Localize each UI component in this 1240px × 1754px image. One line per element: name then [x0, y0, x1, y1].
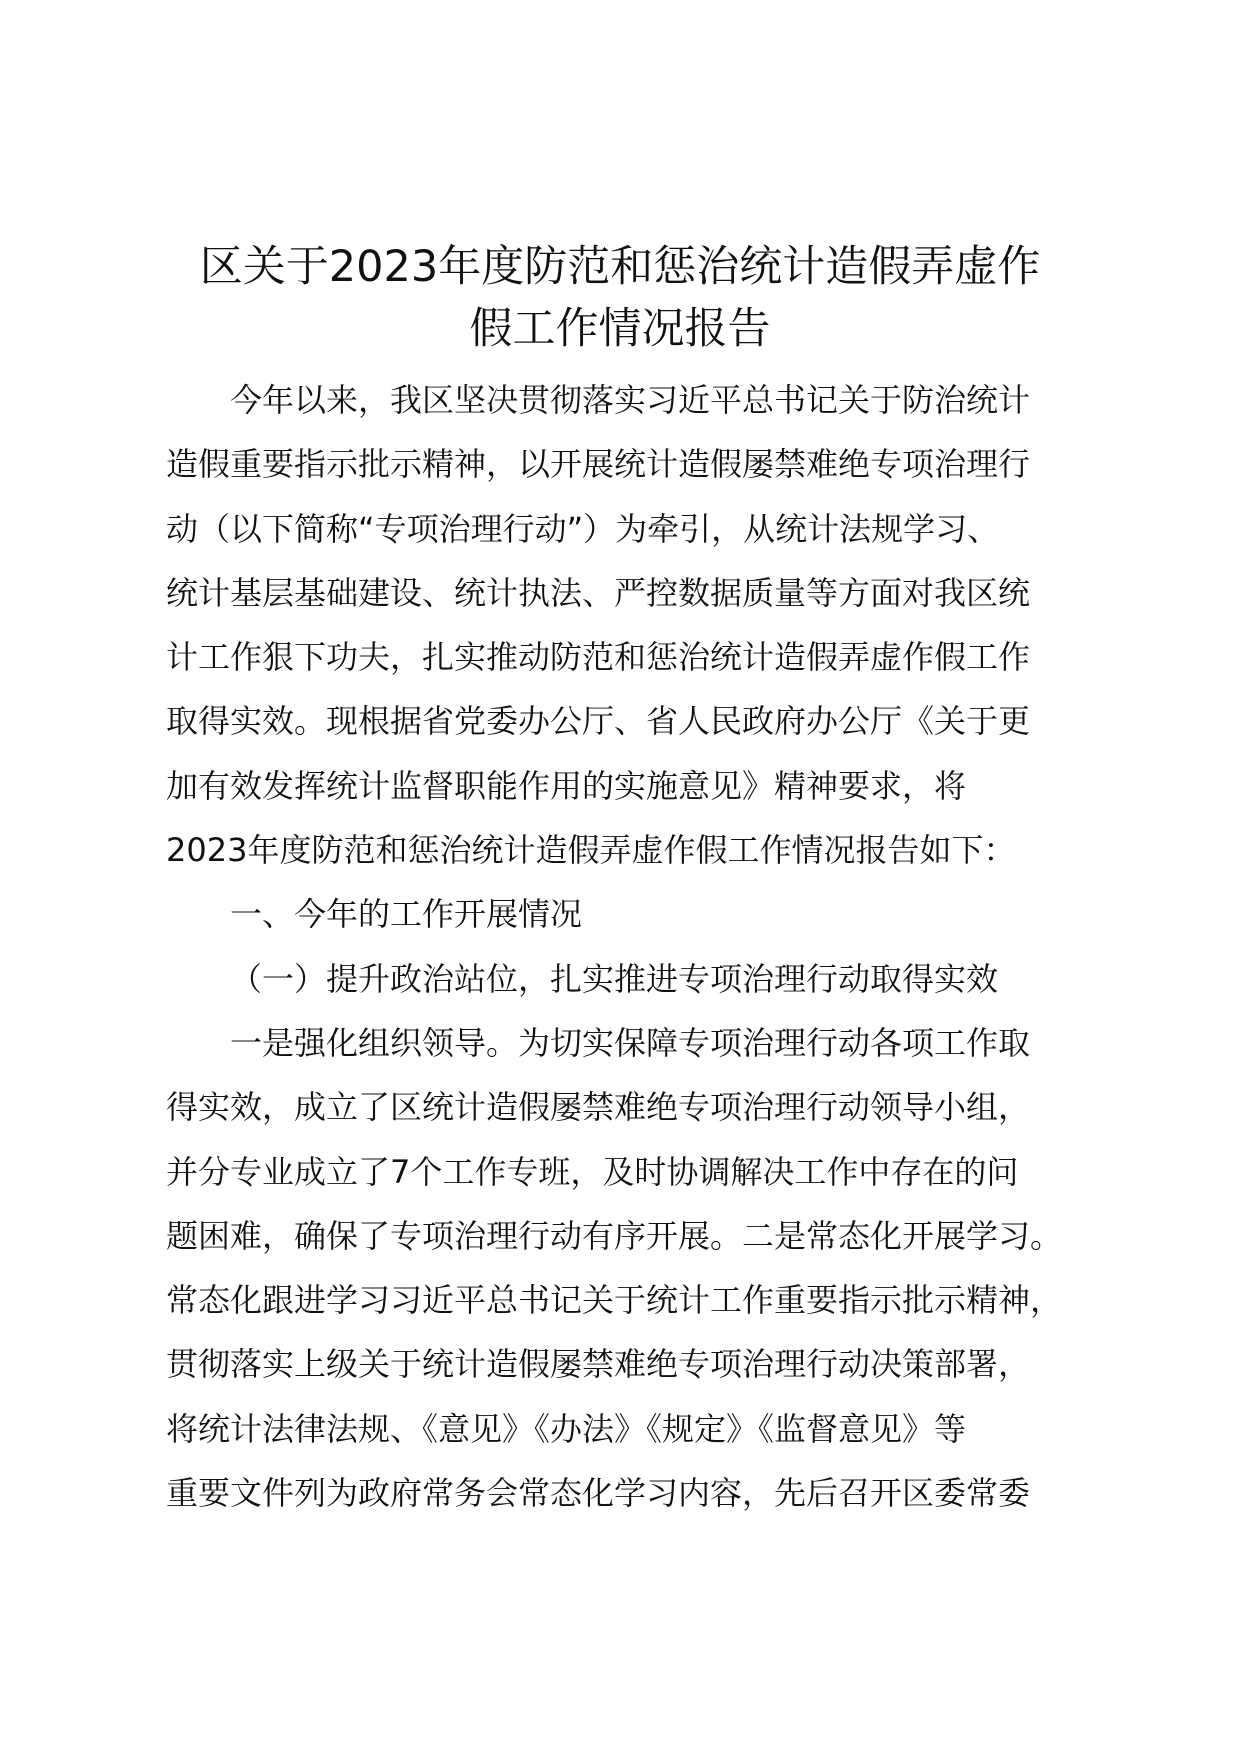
paragraph-line: 今年以来，我区坚决贯彻落实习近平总书记关于防治统计 — [230, 381, 1031, 419]
title-line-2: 假工作情况报告 — [469, 304, 771, 354]
paragraph-line: 一是强化组织领导。为切实保障专项治理行动各项工作取 — [230, 1023, 1031, 1062]
paragraph-line: 贯彻落实上级关于统计造假屡禁难绝专项治理行动决策部署， — [166, 1345, 1031, 1384]
title-line-1: 区关于2023年度防范和惩治统计造假弄虚作 — [199, 242, 1041, 292]
paragraph-line: 重要文件列为政府常务会常态化学习内容，先后召开区委常委 — [166, 1474, 1031, 1513]
paragraph-line: 2023年度防范和惩治统计造假弄虚作假工作情况报告如下： — [166, 831, 1016, 870]
paragraph-line: 统计基层基础建设、统计执法、严控数据质量等方面对我区统 — [166, 573, 1031, 612]
paragraph-line: 并分专业成立了7个工作专班，及时协调解决工作中存在的问 — [166, 1152, 1019, 1191]
document-title — [150, 236, 1090, 360]
subsection-heading: （一）提升政治站位，扎实推进专项治理行动取得实效 — [230, 959, 999, 998]
paragraph-line: 加有效发挥统计监督职能作用的实施意见》精神要求，将 — [166, 766, 967, 805]
paragraph-line: 题困难，确保了专项治理行动有序开展。二是常态化开展学习。 — [166, 1216, 1063, 1255]
paragraph-line: 计工作狠下功夫，扎实推动防范和惩治统计造假弄虚作假工作 — [166, 638, 1031, 677]
paragraph-line: 将统计法律法规、《意见》《办法》《规定》《监督意见》等 — [166, 1409, 967, 1448]
paragraph-line: 动（以下简称“专项治理行动”）为牵引，从统计法规学习、 — [166, 509, 1000, 548]
section-heading: 一、今年的工作开展情况 — [230, 895, 583, 934]
paragraph-line: 取得实效。现根据省党委办公厅、省人民政府办公厅《关于更 — [166, 702, 1031, 741]
paragraph-line: 造假重要指示批示精神，以开展统计造假屡禁难绝专项治理行 — [166, 445, 1031, 484]
paragraph-line: 得实效，成立了区统计造假屡禁难绝专项治理行动领导小组， — [166, 1088, 1031, 1127]
paragraph-line: 常态化跟进学习习近平总书记关于统计工作重要指示批示精神， — [166, 1281, 1063, 1320]
document-body — [166, 368, 1106, 1525]
